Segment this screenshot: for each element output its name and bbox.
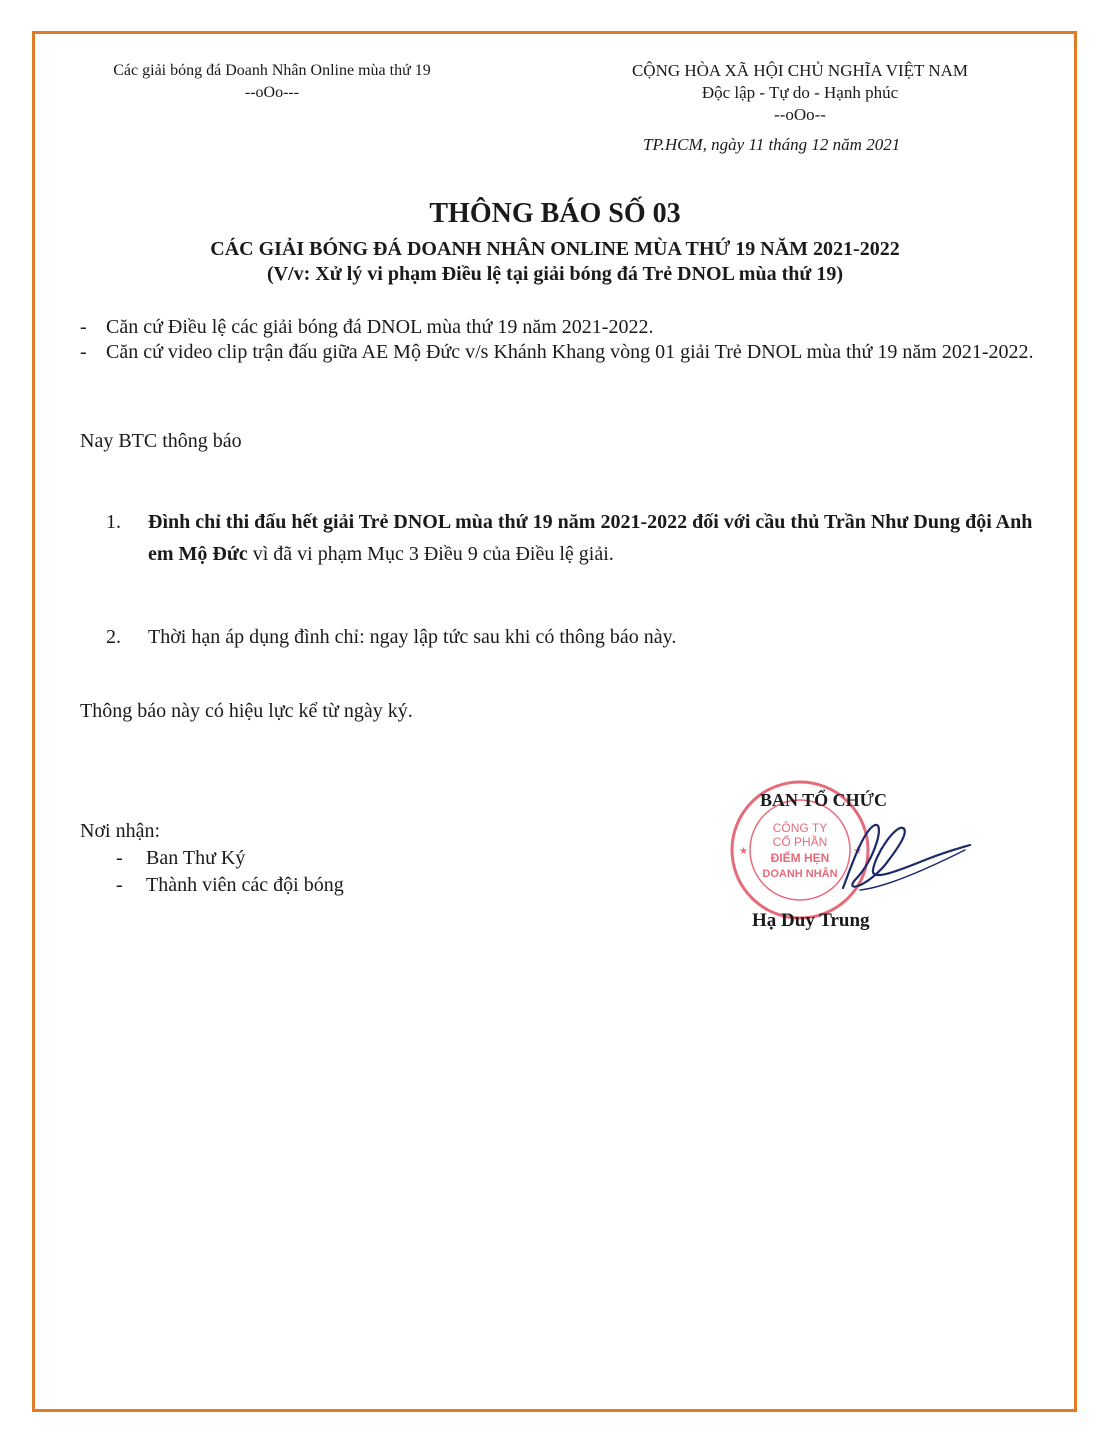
svg-text:★: ★ bbox=[853, 846, 862, 857]
list-dash: - bbox=[116, 847, 123, 869]
recipients-list bbox=[116, 845, 344, 899]
svg-text:★: ★ bbox=[739, 846, 748, 857]
header-national bbox=[585, 60, 1015, 126]
intro-text: Nay BTC thông báo bbox=[80, 430, 242, 452]
signer-name: Hạ Duy Trung bbox=[752, 910, 870, 931]
decision-item bbox=[106, 506, 1061, 570]
recipient-text: Ban Thư Ký bbox=[146, 847, 246, 869]
list-dash: - bbox=[80, 341, 87, 363]
basis-list bbox=[80, 315, 1050, 365]
date-line: TP.HCM, ngày 11 tháng 12 năm 2021 bbox=[643, 135, 901, 154]
document-subject: (V/v: Xử lý vi phạm Điều lệ tại giải bóng đá Trẻ DNOL mùa thứ 19) bbox=[266, 263, 844, 285]
svg-text:ĐIỂM HẸN: ĐIỂM HẸN bbox=[770, 851, 830, 865]
document-title: THÔNG BÁO SỐ 03 bbox=[429, 198, 681, 229]
header-organization bbox=[62, 60, 482, 104]
header-left-separator: --oOo--- bbox=[244, 84, 300, 101]
list-dash: - bbox=[80, 316, 87, 338]
recipients-title: Nơi nhận: bbox=[80, 820, 161, 842]
effect-statement: Thông báo này có hiệu lực kể từ ngày ký. bbox=[80, 700, 413, 722]
decision-bold-text: Đình chỉ thi đấu hết giải Trẻ DNOL mùa thứ 19 năm 2021-2022 đối với cầu thủ Trần Như Dung đội Anh em Mộ Đức bbox=[148, 511, 1033, 565]
basis-text: Căn cứ Điều lệ các giải bóng đá DNOL mùa thứ 19 năm 2021-2022. bbox=[106, 316, 654, 338]
decision-item bbox=[106, 621, 1061, 653]
decision-number: 2. bbox=[106, 626, 121, 648]
signing-organization: BAN TỔ CHỨC bbox=[760, 790, 888, 810]
header-motto: Độc lập - Tự do - Hạnh phúc bbox=[701, 83, 899, 102]
basis-text: Căn cứ video clip trận đấu giữa AE Mộ Đức v/s Khánh Khang vòng 01 giải Trẻ DNOL mùa thứ 19 năm 2021-2022. bbox=[106, 341, 1034, 363]
basis-item bbox=[80, 315, 1050, 340]
list-dash: - bbox=[116, 874, 123, 896]
decision-number: 1. bbox=[106, 511, 121, 533]
recipient-item bbox=[116, 845, 344, 872]
decision-text: Thời hạn áp dụng đình chỉ: ngay lập tức sau khi có thông báo này. bbox=[148, 626, 677, 648]
basis-item bbox=[80, 340, 1050, 365]
recipient-item bbox=[116, 872, 344, 899]
decision-rest-text: vì đã vi phạm Mục 3 Điều 9 của Điều lệ giải. bbox=[247, 543, 614, 565]
header-org-name: Các giải bóng đá Doanh Nhân Online mùa thứ 19 bbox=[113, 62, 431, 79]
svg-text:CÔNG TY: CÔNG TY bbox=[772, 821, 828, 835]
document-subtitle: CÁC GIẢI BÓNG ĐÁ DOANH NHÂN ONLINE MÙA THỨ 19 NĂM 2021-2022 bbox=[210, 238, 900, 260]
decision-text bbox=[148, 506, 1061, 570]
header-right-separator: --oOo-- bbox=[774, 105, 826, 124]
svg-text:DOANH NHÂN: DOANH NHÂN bbox=[762, 868, 838, 880]
header-country-name: CỘNG HÒA XÃ HỘI CHỦ NGHĨA VIỆT NAM bbox=[631, 61, 969, 80]
recipient-text: Thành viên các đội bóng bbox=[146, 874, 344, 896]
svg-text:CỔ PHẦN: CỔ PHẦN bbox=[772, 835, 828, 849]
